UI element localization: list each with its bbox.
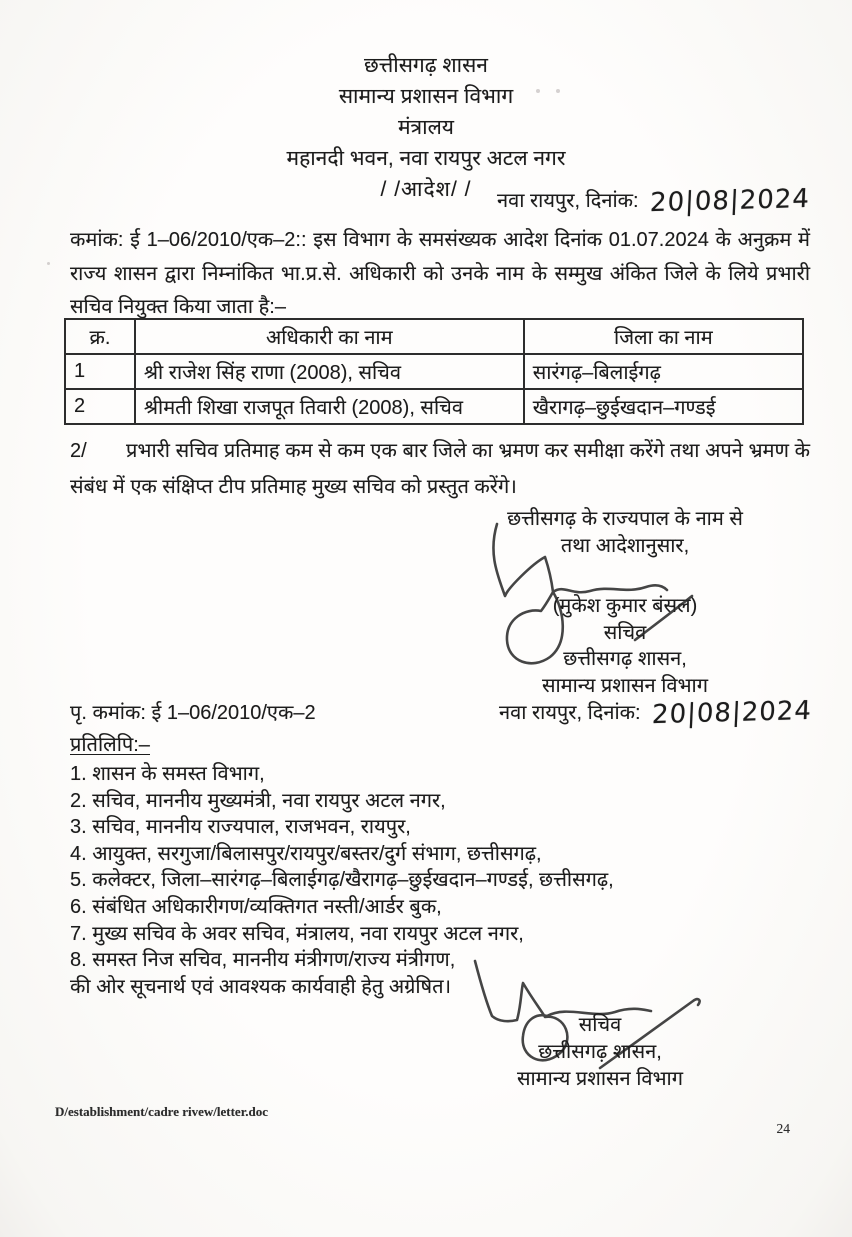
handwritten-date: 20|08|2024 xyxy=(649,183,811,219)
copies-label: प्रतिलिपि:– xyxy=(70,730,150,755)
signature-block-primary xyxy=(455,506,795,699)
order-place-date xyxy=(497,183,811,219)
clause-number: 2/ xyxy=(70,440,87,462)
copies-forwarding-line: की ओर सूचनार्थ एवं आवश्यक कार्यवाही हेतु अग्रेषित। xyxy=(70,975,452,998)
signatory-name: (मुकेश कुमार बंसल) xyxy=(552,595,698,617)
table-header-row xyxy=(65,319,803,354)
cell-district: सारंगढ़–बिलाईगढ़ xyxy=(524,354,803,389)
copies-item: 2. सचिव, माननीय मुख्यमंत्री, नवा रायपुर अटल नगर, xyxy=(70,789,446,812)
copies-item: 1. शासन के समस्त विभाग, xyxy=(70,763,265,785)
signatory-designation: सचिव xyxy=(578,1014,622,1036)
copies-list xyxy=(70,761,812,1000)
clause-text: प्रभारी सचिव प्रतिमाह कम से कम एक बार जिले का भ्रमण कर समीक्षा करेंगे तथा अपने भ्रमण के संबंध में एक संक्षिप्त टीप प्रतिमाह मुख्य सचिव को प्रस्तुत करेंगे। xyxy=(70,440,810,498)
letterhead xyxy=(0,50,852,205)
copies-item: 7. मुख्य सचिव के अवर सचिव, मंत्रालय, नवा रायपुर अटल नगर, xyxy=(70,922,524,945)
endorsement-place-date xyxy=(499,695,813,731)
order-clause-2 xyxy=(70,433,810,505)
cell-serial: 2 xyxy=(65,389,135,424)
officers-table xyxy=(64,318,804,425)
place-date-label: नवा रायपुर, दिनांक: xyxy=(499,702,641,724)
endorsement-section xyxy=(70,695,813,1000)
signatory-org-line-2: सामान्य प्रशासन विभाग xyxy=(541,674,709,697)
office-name: मंत्रालय xyxy=(397,116,454,139)
endorsement-ref-number: पृ. कमांक: ई 1–06/2010/एक–2 xyxy=(70,702,316,724)
copies-item: 4. आयुक्त, सरगुजा/बिलासपुर/रायपुर/बस्तर/दुर्ग संभाग, छत्तीसगढ़, xyxy=(70,842,542,865)
office-address: महानदी भवन, नवा रायपुर अटल नगर xyxy=(286,147,566,170)
table-row xyxy=(65,354,803,389)
document-file-path: D/establishment/cadre rivew/letter.doc xyxy=(55,1104,269,1119)
authority-line-1: छत्तीसगढ़ के राज्यपाल के नाम से xyxy=(507,508,743,530)
place-date-label: नवा रायपुर, दिनांक: xyxy=(497,190,639,212)
authority-line-2: तथा आदेशानुसार, xyxy=(560,534,690,557)
copies-item: 6. संबंधित अधिकारीगण/व्यक्तिगत नस्ती/आर्डर बुक, xyxy=(70,895,442,918)
cell-serial: 1 xyxy=(65,354,135,389)
page-number: 24 xyxy=(776,1121,790,1136)
cell-officer-name: श्री राजेश सिंह राणा (2008), सचिव xyxy=(135,354,524,389)
signature-block-secondary xyxy=(440,1012,760,1093)
signatory-org-line-1: छत्तीसगढ़ शासन, xyxy=(563,648,687,670)
endorsement-ref-row xyxy=(70,695,813,731)
order-title: / /आदेश/ / xyxy=(380,178,472,201)
header-officer-name: अधिकारी का नाम xyxy=(135,319,524,354)
copies-item: 3. सचिव, माननीय राज्यपाल, राजभवन, रायपुर, xyxy=(70,816,411,839)
order-number-paragraph: कमांक: ई 1–06/2010/एक–2:: इस विभाग के समसंख्यक आदेश दिनांक 01.07.2024 के अनुक्रम में राज्य शासन द्वारा निम्नांकित भा.प्र.से. अधिकारी को उनके नाम के सम्मुख अंकित जिले के लिये प्रभारी सचिव नियुक्त किया जाता है:– xyxy=(70,229,810,318)
department-name: सामान्य प्रशासन विभाग xyxy=(338,85,514,108)
copies-item: 8. समस्त निज सचिव, माननीय मंत्रीगण/राज्य मंत्रीगण, xyxy=(70,949,456,972)
signatory-designation: सचिव xyxy=(603,621,647,644)
cell-district: खैरागढ़–छुईखदान–गण्डई xyxy=(524,389,803,424)
copies-item: 5. कलेक्टर, जिला–सारंगढ़–बिलाईगढ़/खैरागढ़–छुईखदान–गण्डई, छत्तीसगढ़, xyxy=(70,869,614,892)
header-district-name: जिला का नाम xyxy=(524,319,803,354)
handwritten-date: 20|08|2024 xyxy=(651,695,813,731)
signatory-org-line-2: सामान्य प्रशासन विभाग xyxy=(516,1068,684,1090)
signatory-org-line-1: छत्तीसगढ़ शासन, xyxy=(538,1041,662,1063)
header-serial-number: क्र. xyxy=(65,319,135,354)
table-row xyxy=(65,389,803,424)
cell-officer-name: श्रीमती शिखा राजपूत तिवारी (2008), सचिव xyxy=(135,389,524,424)
government-name: छत्तीसगढ़ शासन xyxy=(364,54,488,77)
scan-speck xyxy=(47,262,50,265)
